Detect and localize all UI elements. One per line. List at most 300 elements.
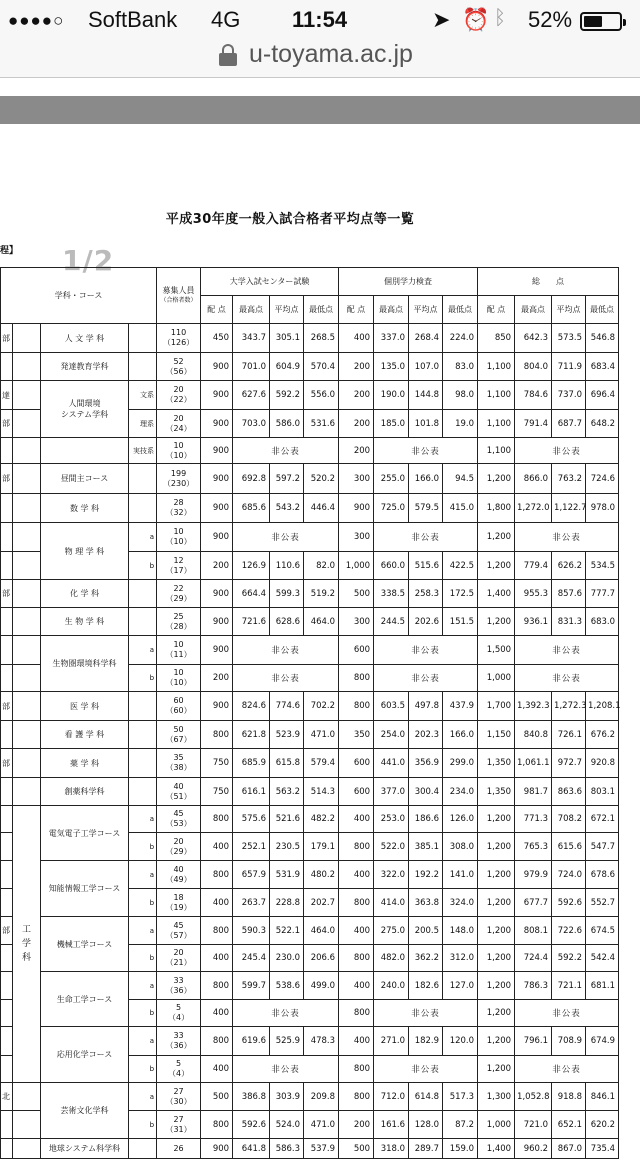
haiten-value: 1,400 <box>478 580 515 608</box>
sub-category-label: b <box>129 552 157 580</box>
avg-score: 597.2 <box>270 464 304 494</box>
min-score: 159.0 <box>443 1139 478 1159</box>
avg-score: 774.6 <box>270 692 304 721</box>
avg-score: 737.0 <box>552 381 586 410</box>
not-public-label: 非公表 <box>374 636 478 665</box>
min-score: 126.0 <box>443 806 478 833</box>
faculty-edge-label <box>1 636 13 665</box>
haiten-value: 600 <box>339 749 374 778</box>
avg-score: 182.9 <box>409 1027 443 1056</box>
avg-header: 平均点 <box>270 296 304 324</box>
admitted-count: （60） <box>165 706 192 715</box>
haiten-value: 1,500 <box>478 636 515 665</box>
admitted-count: （24） <box>165 423 192 433</box>
haiten-value: 1,000 <box>339 552 374 580</box>
max-score: 955.3 <box>515 580 552 608</box>
max-score: 1,061.1 <box>515 749 552 778</box>
department-name <box>41 806 129 861</box>
faculty-edge-label <box>1 523 13 552</box>
max-score: 936.1 <box>515 608 552 636</box>
spacer-cell <box>13 523 41 552</box>
min-score: 464.0 <box>304 608 339 636</box>
enrollment-quota: 28 <box>173 498 184 507</box>
enrollment-cell <box>157 438 201 464</box>
admitted-count: （21） <box>165 958 192 967</box>
avg-score: 531.9 <box>270 861 304 889</box>
avg-score: 708.2 <box>552 806 586 833</box>
max-score: 254.0 <box>374 721 409 749</box>
avg-score: 708.9 <box>552 1027 586 1056</box>
table-row <box>1 1083 619 1111</box>
lock-icon <box>219 44 237 66</box>
min-score: 172.5 <box>443 580 478 608</box>
faculty-edge-label <box>1 552 13 580</box>
avg-header: 平均点 <box>552 296 586 324</box>
haiten-value: 900 <box>201 580 233 608</box>
enrollment-cell <box>157 324 201 353</box>
haiten-value: 350 <box>339 721 374 749</box>
max-score: 703.0 <box>233 410 270 438</box>
department-name-text: 昼間主コース <box>60 474 109 483</box>
max-score: 660.0 <box>374 552 409 580</box>
department-name <box>41 523 129 580</box>
sub-category-label: a <box>129 636 157 665</box>
avg-score: 268.4 <box>409 324 443 353</box>
haiten-value: 200 <box>201 552 233 580</box>
sub-category-label <box>129 353 157 381</box>
spacer-cell <box>13 324 41 353</box>
max-score: 161.6 <box>374 1111 409 1139</box>
avg-score: 1,122.7 <box>552 494 586 523</box>
haiten-value: 400 <box>201 833 233 861</box>
admitted-count: （10） <box>165 450 192 460</box>
min-score: 179.1 <box>304 833 339 861</box>
haiten-value: 1,100 <box>478 381 515 410</box>
not-public-label: 非公表 <box>374 1056 478 1083</box>
min-score: 308.0 <box>443 833 478 861</box>
haiten-value: 400 <box>339 972 374 1000</box>
haiten-value: 900 <box>201 353 233 381</box>
haiten-value: 400 <box>339 917 374 945</box>
spacer-cell <box>13 692 41 721</box>
sub-category-label <box>129 721 157 749</box>
min-score: 520.2 <box>304 464 339 494</box>
admitted-count: （51） <box>165 791 192 801</box>
avg-score: 579.5 <box>409 494 443 523</box>
not-public-label: 非公表 <box>515 1000 619 1027</box>
max-score: 185.0 <box>374 410 409 438</box>
avg-score: 918.8 <box>552 1083 586 1111</box>
haiten-value: 1,150 <box>478 721 515 749</box>
max-score: 960.2 <box>515 1139 552 1159</box>
admitted-count: （30） <box>165 1096 192 1106</box>
avg-score: 202.3 <box>409 721 443 749</box>
haiten-value: 900 <box>201 1139 233 1159</box>
min-score: 537.9 <box>304 1139 339 1159</box>
admitted-count: （56） <box>165 366 192 376</box>
not-public-label: 非公表 <box>515 1056 619 1083</box>
department-name <box>41 972 129 1027</box>
max-score: 786.3 <box>515 972 552 1000</box>
bluetooth-icon: ᛒ <box>494 7 506 29</box>
min-score: 674.5 <box>586 917 619 945</box>
admitted-count: （10） <box>165 537 192 546</box>
department-name-text: 人間環境 <box>68 399 101 408</box>
enrollment-quota: 27 <box>173 1086 184 1096</box>
enrollment-quota: 12 <box>173 555 184 565</box>
max-score: 685.6 <box>233 494 270 523</box>
spacer-cell <box>13 749 41 778</box>
avg-score: 497.8 <box>409 692 443 721</box>
enrollment-cell <box>157 636 201 665</box>
enrollment-quota: 199 <box>170 468 187 478</box>
max-score: 866.0 <box>515 464 552 494</box>
admitted-count: （126） <box>162 338 195 347</box>
sub-category-label: a <box>129 806 157 833</box>
max-score: 603.5 <box>374 692 409 721</box>
min-score: 480.2 <box>304 861 339 889</box>
max-score: 244.5 <box>374 608 409 636</box>
enrollment-cell <box>157 552 201 580</box>
admitted-count: （4） <box>168 1069 190 1078</box>
avg-score: 543.2 <box>270 494 304 523</box>
haiten-value: 1,200 <box>478 833 515 861</box>
avg-score: 258.3 <box>409 580 443 608</box>
enrollment-quota: 26 <box>173 1143 184 1153</box>
sub-category-label <box>129 778 157 806</box>
sub-category-label: b <box>129 1000 157 1027</box>
haiten-value: 1,100 <box>478 353 515 381</box>
faculty-edge-label <box>1 353 13 381</box>
sub-category-label <box>129 749 157 778</box>
avg-score: 615.8 <box>270 749 304 778</box>
spacer-cell <box>13 438 41 464</box>
enrollment-header-line2: （合格者数） <box>160 296 197 304</box>
alarm-clock-icon: ⏰ <box>462 7 490 32</box>
sub-category-label: a <box>129 523 157 552</box>
department-name <box>41 494 129 523</box>
table-row <box>1 692 619 721</box>
avg-score: 711.9 <box>552 353 586 381</box>
min-score: 579.4 <box>304 749 339 778</box>
haiten-value: 1,200 <box>478 806 515 833</box>
faculty-edge-label <box>1 972 13 1000</box>
avg-score: 857.6 <box>552 580 586 608</box>
enrollment-quota: 10 <box>173 527 184 536</box>
table-row <box>1 464 619 494</box>
haiten-value: 900 <box>201 523 233 552</box>
min-score: 1,208.1 <box>586 692 619 721</box>
not-public-label: 非公表 <box>233 1056 339 1083</box>
max-score: 522.0 <box>374 833 409 861</box>
min-score: 202.7 <box>304 889 339 917</box>
max-score: 275.0 <box>374 917 409 945</box>
haiten-value: 800 <box>201 806 233 833</box>
sub-category-label <box>129 324 157 353</box>
department-name <box>41 749 129 778</box>
max-score: 685.9 <box>233 749 270 778</box>
faculty-edge-label: 部 <box>1 410 13 438</box>
haiten-value: 800 <box>201 1111 233 1139</box>
haiten-value: 800 <box>339 1056 374 1083</box>
faculty-edge-label <box>1 1139 13 1159</box>
spacer-cell <box>13 381 41 410</box>
enrollment-quota: 10 <box>173 440 184 450</box>
haiten-value: 800 <box>339 1083 374 1111</box>
location-arrow-icon: ➤ <box>432 7 451 32</box>
enrollment-cell <box>157 861 201 889</box>
address-bar[interactable] <box>0 40 640 78</box>
enrollment-quota: 110 <box>170 328 187 337</box>
enrollment-quota: 35 <box>173 753 184 762</box>
avg-score: 202.6 <box>409 608 443 636</box>
department-name <box>41 917 129 972</box>
table-body <box>1 324 619 1159</box>
avg-score: 626.2 <box>552 552 586 580</box>
avg-score: 303.9 <box>270 1083 304 1111</box>
enrollment-quota: 5 <box>176 1059 182 1068</box>
min-score: 268.5 <box>304 324 339 353</box>
haiten-value: 1,200 <box>478 972 515 1000</box>
haiten-value: 1,200 <box>478 889 515 917</box>
haiten-value: 200 <box>339 381 374 410</box>
min-score: 517.3 <box>443 1083 478 1111</box>
haiten-value: 1,200 <box>478 945 515 972</box>
haiten-value: 1,700 <box>478 692 515 721</box>
min-header: 最低点 <box>443 296 478 324</box>
enrollment-cell <box>157 778 201 806</box>
faculty-edge-label: 北 <box>1 1083 13 1111</box>
min-score: 534.5 <box>586 552 619 580</box>
max-score: 482.0 <box>374 945 409 972</box>
spacer-cell <box>13 494 41 523</box>
haiten-value: 900 <box>201 464 233 494</box>
admitted-count: （29） <box>165 846 192 856</box>
sub-category-label: b <box>129 833 157 861</box>
min-score: 471.0 <box>304 721 339 749</box>
spacer-cell <box>13 636 41 665</box>
sub-category-label: b <box>129 889 157 917</box>
spacer-cell <box>13 353 41 381</box>
admitted-count: （22） <box>165 395 192 404</box>
max-score: 1,272.0 <box>515 494 552 523</box>
enrollment-cell <box>157 608 201 636</box>
table-row <box>1 324 619 353</box>
url-text[interactable]: u-toyama.ac.jp <box>249 40 413 68</box>
not-public-label: 非公表 <box>374 523 478 552</box>
faculty-edge-label: 部 <box>1 324 13 353</box>
min-score: 674.9 <box>586 1027 619 1056</box>
spacer-cell <box>13 410 41 438</box>
table-row <box>1 972 619 1000</box>
enrollment-cell <box>157 494 201 523</box>
spacer-cell <box>13 665 41 692</box>
department-name-text: 生 物 学 科 <box>64 617 105 626</box>
avg-score: 228.8 <box>270 889 304 917</box>
min-score: 514.3 <box>304 778 339 806</box>
sub-category-label: b <box>129 1111 157 1139</box>
enrollment-cell <box>157 1139 201 1159</box>
haiten-value: 800 <box>201 1027 233 1056</box>
min-score: 735.4 <box>586 1139 619 1159</box>
table-row <box>1 636 619 665</box>
enrollment-quota: 10 <box>173 640 184 649</box>
haiten-value: 400 <box>201 889 233 917</box>
min-score: 324.0 <box>443 889 478 917</box>
enrollment-cell <box>157 410 201 438</box>
faculty-edge-label <box>1 806 13 833</box>
avg-score: 522.1 <box>270 917 304 945</box>
avg-score: 101.8 <box>409 410 443 438</box>
sub-category-label: b <box>129 945 157 972</box>
min-score: 83.0 <box>443 353 478 381</box>
max-score: 337.0 <box>374 324 409 353</box>
max-score: 824.6 <box>233 692 270 721</box>
enrollment-quota: 20 <box>173 836 184 846</box>
min-score: 676.2 <box>586 721 619 749</box>
haiten-value: 800 <box>201 972 233 1000</box>
haiten-value: 200 <box>339 353 374 381</box>
enrollment-cell <box>157 353 201 381</box>
enrollment-cell <box>157 665 201 692</box>
haiten-value: 200 <box>201 665 233 692</box>
max-score: 377.0 <box>374 778 409 806</box>
avg-score: 863.6 <box>552 778 586 806</box>
min-score: 299.0 <box>443 749 478 778</box>
admitted-count: （11） <box>165 650 192 659</box>
min-score: 98.0 <box>443 381 478 410</box>
max-score: 253.0 <box>374 806 409 833</box>
min-score: 678.6 <box>586 861 619 889</box>
sub-category-label <box>129 692 157 721</box>
haiten-value: 400 <box>201 1056 233 1083</box>
faculty-edge-label <box>1 945 13 972</box>
enrollment-cell <box>157 1056 201 1083</box>
faculty-edge-label: 部 <box>1 749 13 778</box>
sub-category-label <box>129 580 157 608</box>
max-score: 627.6 <box>233 381 270 410</box>
avg-score: 563.2 <box>270 778 304 806</box>
department-name-text: 人 文 学 科 <box>64 333 105 343</box>
haiten-value: 600 <box>339 636 374 665</box>
avg-score: 652.1 <box>552 1111 586 1139</box>
max-score: 338.5 <box>374 580 409 608</box>
max-score: 245.4 <box>233 945 270 972</box>
avg-score: 385.1 <box>409 833 443 861</box>
enrollment-cell <box>157 523 201 552</box>
haiten-value: 850 <box>478 324 515 353</box>
not-public-label: 非公表 <box>233 1000 339 1027</box>
haiten-value: 800 <box>339 945 374 972</box>
enrollment-cell <box>157 1027 201 1056</box>
spacer-cell <box>13 464 41 494</box>
min-score: 422.5 <box>443 552 478 580</box>
admitted-count: （19） <box>165 902 192 912</box>
min-score: 531.6 <box>304 410 339 438</box>
max-score: 135.0 <box>374 353 409 381</box>
avg-score: 592.2 <box>270 381 304 410</box>
admitted-count: （10） <box>165 678 192 687</box>
enrollment-quota: 40 <box>173 864 184 874</box>
battery-icon <box>580 12 622 31</box>
min-score: 920.8 <box>586 749 619 778</box>
max-score: 779.4 <box>515 552 552 580</box>
sub-category-label: b <box>129 665 157 692</box>
enrollment-cell <box>157 1083 201 1111</box>
haiten-value: 1,200 <box>478 861 515 889</box>
haiten-value: 400 <box>339 806 374 833</box>
min-score: 82.0 <box>304 552 339 580</box>
spacer-cell <box>13 1111 41 1139</box>
department-name <box>41 1083 129 1139</box>
sub-category-label <box>129 494 157 523</box>
min-score: 234.0 <box>443 778 478 806</box>
not-public-label: 非公表 <box>374 665 478 692</box>
faculty-edge-label <box>1 665 13 692</box>
min-score: 437.9 <box>443 692 478 721</box>
department-name-text: 創薬科学科 <box>64 787 105 796</box>
table-row <box>1 608 619 636</box>
faculty-edge-label <box>1 1111 13 1139</box>
enrollment-cell <box>157 381 201 410</box>
center-test-header: 大学入試センター試験 <box>201 268 339 296</box>
avg-score: 592.2 <box>552 945 586 972</box>
min-score: 846.1 <box>586 1083 619 1111</box>
avg-score: 166.0 <box>409 464 443 494</box>
department-name <box>41 636 129 692</box>
haiten-value: 800 <box>339 665 374 692</box>
haiten-value: 800 <box>339 833 374 861</box>
max-score: 721.6 <box>233 608 270 636</box>
department-name-text: 物 理 学 科 <box>64 546 105 556</box>
clock: 11:54 <box>292 7 348 32</box>
enrollment-column-header <box>157 268 201 324</box>
max-score: 386.8 <box>233 1083 270 1111</box>
enrollment-quota: 33 <box>173 975 184 985</box>
not-public-label: 非公表 <box>374 438 478 464</box>
haiten-value: 400 <box>201 1000 233 1027</box>
admitted-count: （49） <box>165 874 192 884</box>
haiten-value: 200 <box>339 438 374 464</box>
table-row <box>1 494 619 523</box>
max-score: 724.4 <box>515 945 552 972</box>
max-score: 840.8 <box>515 721 552 749</box>
not-public-label: 非公表 <box>233 665 339 692</box>
department-name-text: 応用化学コース <box>56 1050 113 1059</box>
avg-score: 363.8 <box>409 889 443 917</box>
total-header: 総 点 <box>478 268 619 296</box>
status-bar <box>0 0 640 40</box>
admitted-count: （29） <box>165 593 192 603</box>
max-score: 590.3 <box>233 917 270 945</box>
document-title: 平成30年度一般入試合格者平均点等一覧 <box>165 212 415 227</box>
enrollment-quota: 25 <box>173 611 184 621</box>
department-name-text: 発達教育学科 <box>60 362 109 371</box>
faculty-edge-label <box>1 1056 13 1083</box>
avg-score: 722.6 <box>552 917 586 945</box>
min-score: 499.0 <box>304 972 339 1000</box>
haiten-value: 1,400 <box>478 1139 515 1159</box>
table-row <box>1 1027 619 1056</box>
department-name <box>41 438 129 464</box>
haiten-value: 900 <box>201 410 233 438</box>
department-name-text: 電気電子工学コース <box>48 828 121 838</box>
spacer-cell <box>13 552 41 580</box>
avg-score: 726.1 <box>552 721 586 749</box>
min-score: 415.0 <box>443 494 478 523</box>
min-score: 94.5 <box>443 464 478 494</box>
haiten-value: 450 <box>201 324 233 353</box>
